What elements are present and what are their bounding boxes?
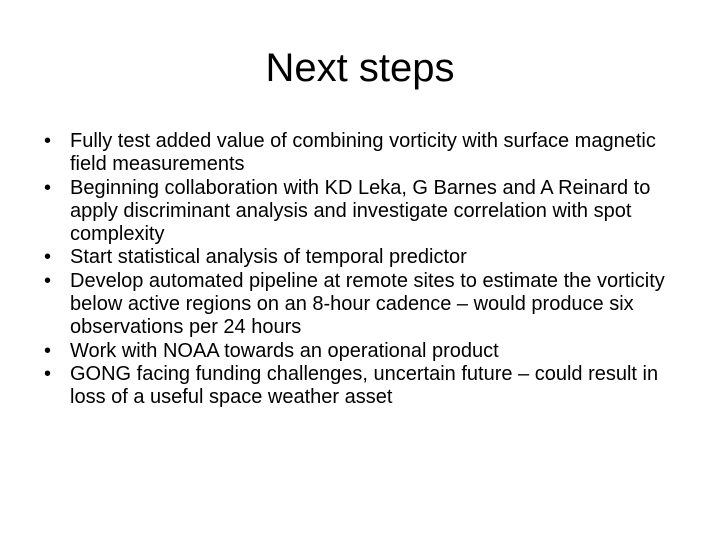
bullet-text: GONG facing funding challenges, uncertain future – could result in loss of a useful space weather asset <box>70 362 659 409</box>
list-item <box>44 270 694 340</box>
list-item <box>44 177 694 247</box>
bullet-icon: • <box>44 130 52 152</box>
list-item <box>44 363 694 410</box>
bullet-icon: • <box>44 246 52 269</box>
bullet-text: Work with NOAA towards an operational product <box>70 339 499 362</box>
bullet-text: Beginning collaboration with KD Leka, G Barnes and A Reinard to apply discriminant analysis and investigate correlation with spot complexity <box>70 176 651 246</box>
bullet-text: Fully test added value of combining vorticity with surface magnetic field measurements <box>70 130 656 176</box>
bullet-icon: • <box>44 269 52 292</box>
bullet-text: Develop automated pipeline at remote sites to estimate the vorticity below active regions on an 8-hour cadence – would produce six observations per 24 hours <box>70 269 665 339</box>
bullet-list <box>44 130 694 410</box>
bullet-icon: • <box>44 339 52 362</box>
list-item <box>44 340 694 363</box>
list-item <box>44 130 694 177</box>
bullet-icon: • <box>44 176 52 199</box>
slide-title: Next steps <box>265 46 455 90</box>
bullet-text: Start statistical analysis of temporal predictor <box>70 246 467 269</box>
bullet-icon: • <box>44 362 52 385</box>
list-item <box>44 246 694 269</box>
